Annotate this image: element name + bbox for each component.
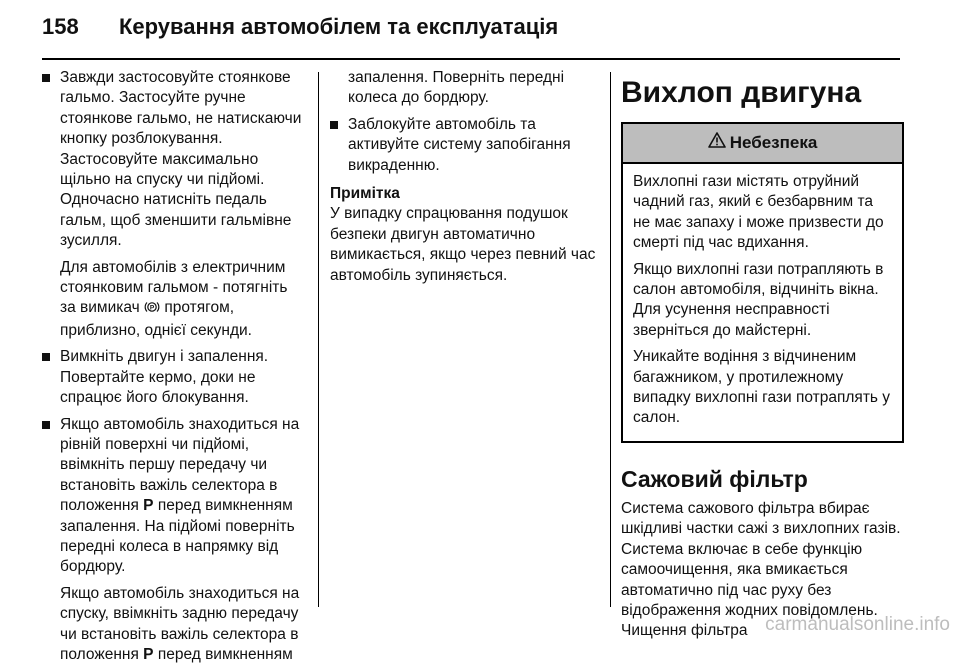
svg-text:P: P (149, 305, 155, 313)
section-heading: Вихлоп двигуна (621, 76, 862, 109)
list-item (330, 115, 605, 176)
bullet-list (42, 68, 306, 665)
page-number: 158 (42, 14, 79, 39)
page-title: Керування автомобілем та експлуатація (119, 14, 559, 39)
bullet-follow-text (60, 584, 306, 666)
bullet-text: Вимкніть двигун і запалення. Повертайте кермо, доки не спрацює його блокування. (60, 348, 269, 407)
bullet-follow-text (60, 258, 306, 342)
selector-position-p: P (143, 645, 154, 663)
column-divider (318, 72, 319, 607)
text-fragment: перед вимкненням (157, 645, 293, 663)
list-item (42, 347, 306, 408)
text-fragment: Для автомобілів з електричним стоянковим гальмом - потягніть за вимикач (60, 258, 288, 317)
note-title: Примітка (330, 185, 400, 203)
column-divider (610, 72, 611, 607)
list-item (42, 68, 306, 341)
bullet-text (60, 415, 306, 578)
column-1 (42, 68, 306, 671)
warning-title: Небезпека (729, 132, 818, 152)
warning-paragraph: Вихлопні гази містять отруйний чадний газ, який є безбарвним та не має запаху і може призвести до смерті під час вдихання. (633, 173, 884, 252)
text-fragment: Якщо автомобіль знаходиться на рівній поверхні чи підйомі, ввімкніть першу передачу чи встановіть важіль селектора в положення (60, 415, 300, 515)
text-fragment: Якщо автомобіль знаходиться на спуску, ввімкніть задню передачу чи встановіть важіль селектора в положення (60, 584, 300, 663)
column-2 (330, 68, 605, 286)
warning-paragraph: Якщо вихлопні гази потрапляють в салон автомобіля, відчиніть вікна. Для усунення несправності зверніться до майстерні. (633, 260, 884, 339)
column-3 (621, 68, 904, 642)
watermark: carmanualsonline.info (765, 614, 950, 635)
bullet-text: Завжди застосовуйте стоянкове гальмо. Застосуйте ручне стоянкове гальмо, не натискаючи кнопку розблокування. Застосовуйте максимально щільно на спуску чи підйомі. Одночасно натисніть педаль гальм, щоб зменшити гальмівне зусилля. (60, 69, 302, 250)
text-fragment: протягом, приблизно, однієї секунди. (60, 299, 252, 339)
bullet-text: Заблокуйте автомобіль та активуйте систему запобігання викраденню. (348, 115, 571, 174)
text-fragment: перед вимкненням запалення. На підйомі поверніть передні колеса в напрямку від бордюру. (60, 497, 295, 576)
subsection-heading: Сажовий фільтр (621, 465, 808, 492)
bullet-list (330, 115, 605, 176)
selector-position-p: P (143, 497, 154, 515)
warning-body (623, 164, 902, 441)
warning-header (623, 124, 902, 164)
warning-box (621, 122, 904, 443)
warning-paragraph: Уникайте водіння з відчиненим багажником, у протилежному випадку вихлопні гази потраплять у салон. (633, 348, 891, 427)
list-item (42, 415, 306, 666)
continued-text: запалення. Поверніть передні колеса до бордюру. (348, 69, 565, 107)
body-text: Система сажового фільтра вбирає шкідливі частки сажі з вихлопних газів. Система включає в себе функцію самоочищення, яка вмикається автоматично під час руху без відображення жодних повідомлень. Чищення фільтра (621, 499, 901, 640)
warning-triangle-icon (708, 132, 730, 153)
header-rule (42, 58, 900, 60)
electric-parking-brake-icon (144, 300, 160, 320)
note-text: У випадку спрацювання подушок безпеки двигун автоматично вимикається, якщо через певний час автомобіль зупиняється. (330, 205, 596, 284)
